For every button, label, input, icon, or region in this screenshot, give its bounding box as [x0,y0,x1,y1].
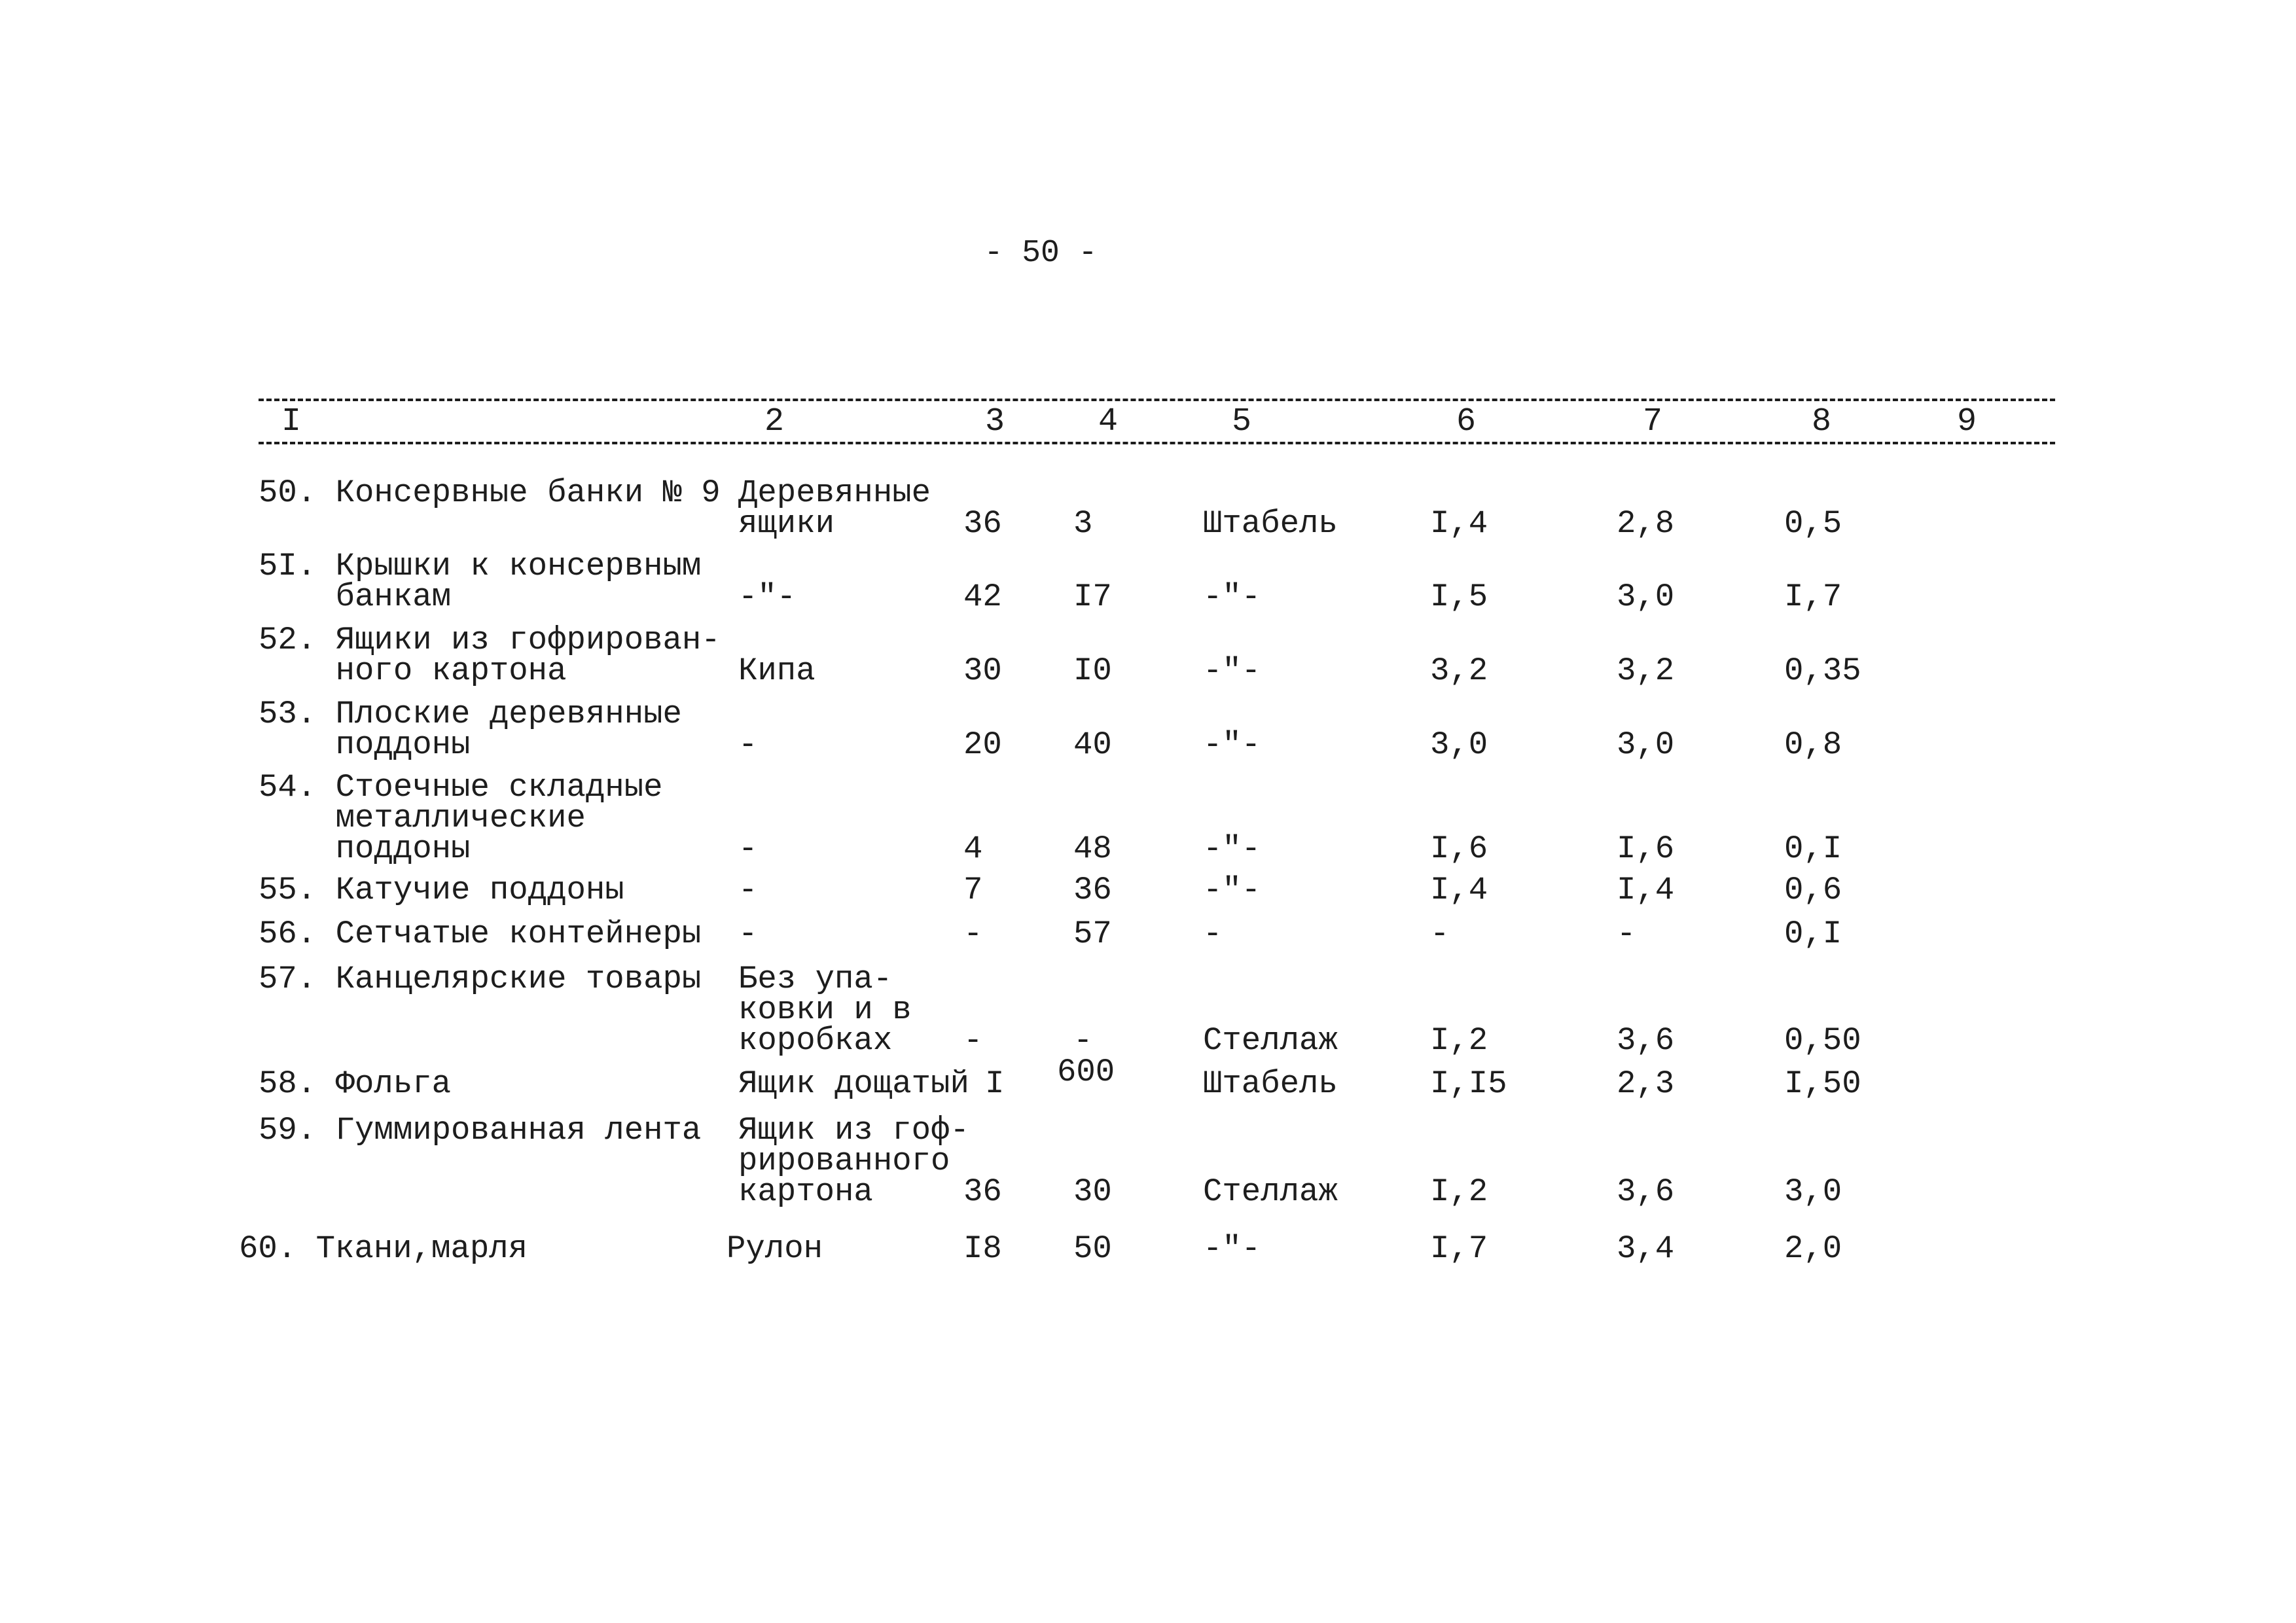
cell-col8: 0,8 [1784,726,1842,763]
column-header-3: 3 [985,403,1005,440]
cell-col5: -"- [1203,579,1261,615]
cell-col8: 3,0 [1784,1173,1842,1210]
cell-col6: I,I5 [1430,1065,1507,1102]
column-header-4: 4 [1098,403,1119,440]
cell-name: ного картона [259,652,567,689]
cell-col3: 42 [963,579,1002,615]
cell-col7: 2,8 [1617,505,1675,542]
cell-name: банкам [259,579,452,615]
cell-name: 50. Консервные банки № 9 [259,474,721,511]
cell-col6: I,7 [1430,1230,1488,1267]
cell-col3: - [963,916,983,952]
cell-col5: -"- [1203,1230,1261,1267]
cell-col3: 30 [963,652,1002,689]
cell-name: 57. Канцелярские товары [259,961,702,997]
cell-col8: 0,35 [1784,652,1861,689]
page-number: - 50 - [984,236,1098,271]
cell-pack: Без упа- [738,961,893,997]
cell-name: металлические [259,800,586,836]
cell-col6: I,2 [1430,1173,1488,1210]
cell-pack: Кипа [738,652,816,689]
cell-name: 53. Плоские деревянные [259,696,682,732]
cell-col4: I7 [1073,579,1112,615]
cell-col5: Штабель [1203,1065,1338,1102]
column-headers [0,402,2296,442]
cell-col5: -"- [1203,830,1261,867]
cell-name: 59. Гуммированная лента [259,1112,702,1149]
cell-col4: I0 [1073,652,1112,689]
cell-pack: коробках [738,1022,893,1059]
cell-name: поддоны [259,830,471,867]
cell-col6: I,2 [1430,1022,1488,1059]
column-header-9: 9 [1957,403,1977,440]
cell-name: 58. Фольга [259,1065,452,1102]
cell-col8: I,7 [1784,579,1842,615]
cell-col7: 3,2 [1617,652,1675,689]
cell-col6: I,6 [1430,830,1488,867]
column-header-8: 8 [1812,403,1832,440]
cell-name: 52. Ящики из гофрирован- [259,622,721,658]
cell-pack: -"- [738,579,797,615]
cell-col4: - [1073,1022,1093,1059]
cell-col8: 2,0 [1784,1230,1842,1267]
cell-col8: 0,I [1784,916,1842,952]
cell-pack: - [738,830,758,867]
cell-col3: 36 [963,505,1002,542]
cell-col7: 2,3 [1617,1065,1675,1102]
cell-col5: -"- [1203,652,1261,689]
cell-name: поддоны [259,726,471,763]
cell-col4: 600 [1057,1054,1115,1090]
cell-col6: I,4 [1430,505,1488,542]
cell-pack: Ящик дощатый [738,1065,969,1102]
cell-col4: 57 [1073,916,1112,952]
cell-col7: 3,6 [1617,1173,1675,1210]
cell-col8: 0,I [1784,830,1842,867]
cell-name: 56. Сетчатые контейнеры [259,916,702,952]
cell-col5: - [1203,916,1223,952]
cell-col3: I8 [963,1230,1002,1267]
table-header-bottom-rule [259,442,2055,444]
cell-pack: Деревянные [738,474,931,511]
cell-col4: 30 [1073,1173,1112,1210]
cell-col7: I,4 [1617,872,1675,908]
cell-pack: ковки и в [738,991,912,1028]
cell-col4: 50 [1073,1230,1112,1267]
cell-col8: 0,50 [1784,1022,1861,1059]
cell-pack: - [738,872,758,908]
cell-col6: I,5 [1430,579,1488,615]
cell-col7: 3,4 [1617,1230,1675,1267]
cell-col5: -"- [1203,872,1261,908]
cell-col3: 7 [963,872,983,908]
cell-col4: 3 [1073,505,1093,542]
cell-name: 54. Стоечные складные [259,769,663,806]
cell-col7: I,6 [1617,830,1675,867]
cell-col4: 48 [1073,830,1112,867]
column-header-6: 6 [1456,403,1477,440]
cell-col3: - [963,1022,983,1059]
cell-col7: - [1617,916,1636,952]
cell-pack: - [738,916,758,952]
cell-col7: 3,0 [1617,579,1675,615]
cell-pack: Ящик из гоф- [738,1112,969,1149]
column-header-7: 7 [1643,403,1663,440]
cell-pack: Рулон [726,1230,823,1267]
cell-col6: - [1430,916,1450,952]
cell-col5: Стеллаж [1203,1173,1338,1210]
cell-name: 5I. Крышки к консервным [259,548,702,584]
cell-col7: 3,6 [1617,1022,1675,1059]
cell-pack: ящики [738,505,835,542]
cell-col6: 3,0 [1430,726,1488,763]
cell-col3: 4 [963,830,983,867]
cell-col8: I,50 [1784,1065,1861,1102]
cell-col4: 40 [1073,726,1112,763]
column-header-1: I [281,403,302,440]
cell-name: 55. Катучие поддоны [259,872,624,908]
cell-col5: Штабель [1203,505,1338,542]
cell-pack: картона [738,1173,873,1210]
table-header-top-rule [259,399,2055,401]
cell-col7: 3,0 [1617,726,1675,763]
cell-col5: -"- [1203,726,1261,763]
cell-col8: 0,6 [1784,872,1842,908]
cell-col5: Стеллаж [1203,1022,1338,1059]
cell-name: 60. Ткани,марля [239,1230,528,1267]
cell-col6: 3,2 [1430,652,1488,689]
cell-col3: 20 [963,726,1002,763]
cell-col3: I [985,1065,1005,1102]
cell-col3: 36 [963,1173,1002,1210]
cell-pack: рированного [738,1143,950,1179]
column-header-5: 5 [1232,403,1252,440]
cell-col8: 0,5 [1784,505,1842,542]
cell-col4: 36 [1073,872,1112,908]
cell-col6: I,4 [1430,872,1488,908]
cell-pack: - [738,726,758,763]
column-header-2: 2 [764,403,785,440]
